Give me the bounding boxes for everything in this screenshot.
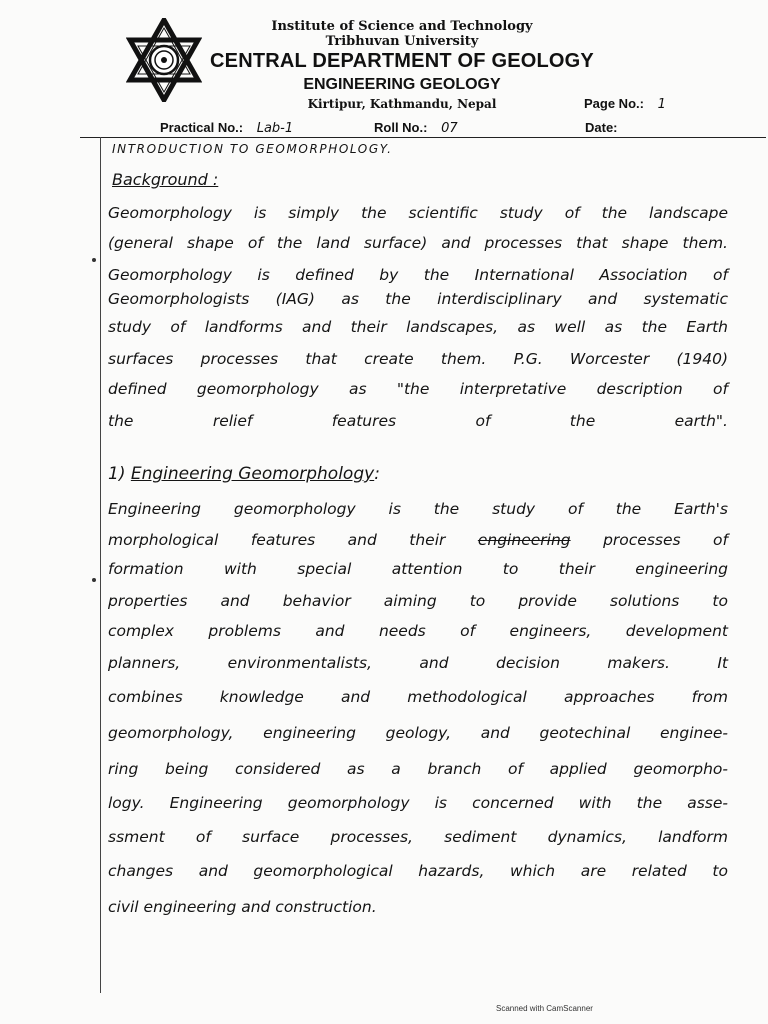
section-heading — [108, 464, 380, 484]
practical-value: Lab-1 — [256, 121, 294, 136]
scanner-watermark: Scanned with CamScanner — [496, 1004, 593, 1013]
section-line: properties and behavior aiming to provide solutions to — [108, 592, 728, 610]
background-line: Geomorphology is simply the scientific study of the landscape — [108, 204, 728, 222]
practical-number — [160, 120, 293, 136]
date-label: Date: — [585, 120, 618, 135]
section-line: changes and geomorphological hazards, which are related to — [108, 862, 728, 880]
background-heading: Background : — [112, 170, 219, 189]
date-field — [585, 120, 628, 136]
roll-number — [374, 120, 458, 136]
section-heading-suffix: : — [374, 464, 380, 484]
section-line: planners, environmentalists, and decision makers. It — [108, 654, 728, 672]
section-number: 1) — [108, 464, 126, 484]
section-line-2-post: processes of — [603, 531, 728, 549]
section-line: logy. Engineering geomorphology is concerned with the asse- — [108, 794, 728, 812]
background-line: Geomorphologists (IAG) as the interdisciplinary and systematic — [108, 290, 728, 308]
section-line: ssment of surface processes, sediment dynamics, landform — [108, 828, 728, 846]
header-rule — [80, 137, 766, 138]
section-line: civil engineering and construction. — [108, 898, 377, 916]
background-line: (general shape of the land surface) and processes that shape them. — [108, 234, 728, 252]
section-line — [108, 531, 728, 549]
struck-word: engineering — [477, 531, 571, 549]
roll-value: 07 — [441, 121, 458, 136]
section-line: combines knowledge and methodological approaches from — [108, 688, 728, 706]
background-line: defined geomorphology as "the interpretative description of — [108, 380, 728, 398]
department-name: CENTRAL DEPARTMENT OF GEOLOGY — [210, 50, 594, 72]
section-line: complex problems and needs of engineers, development — [108, 622, 728, 640]
background-line: the relief features of the earth". — [108, 412, 728, 430]
margin-mark — [92, 578, 96, 582]
address: Kirtipur, Kathmandu, Nepal — [307, 97, 497, 111]
university-name: Tribhuvan University — [325, 34, 479, 49]
margin-rule — [100, 137, 101, 993]
background-line: Geomorphology is defined by the International Association of — [108, 266, 728, 284]
page-number — [584, 96, 666, 112]
margin-mark — [92, 258, 96, 262]
intro-title: INTRODUCTION TO GEOMORPHOLOGY. — [112, 142, 393, 156]
page-number-value: 1 — [657, 97, 666, 112]
section-line: geomorphology, engineering geology, and geotechinal enginee- — [108, 724, 728, 742]
section-heading-text: Engineering Geomorphology — [130, 464, 375, 484]
background-line: surfaces processes that create them. P.G. Worcester (1940) — [108, 350, 728, 368]
institute-name: Institute of Science and Technology — [271, 19, 533, 34]
practical-label: Practical No.: — [160, 120, 244, 135]
section-line-2-pre: morphological features and their — [108, 531, 446, 549]
subject-name: ENGINEERING GEOLOGY — [303, 76, 501, 93]
section-line: Engineering geomorphology is the study of the Earth's — [108, 500, 728, 518]
roll-label: Roll No.: — [374, 120, 428, 135]
background-line: study of landforms and their landscapes, as well as the Earth — [108, 318, 728, 336]
page-number-label: Page No.: — [584, 96, 644, 111]
section-line: ring being considered as a branch of applied geomorpho- — [108, 760, 728, 778]
section-line: formation with special attention to their engineering — [108, 560, 728, 578]
